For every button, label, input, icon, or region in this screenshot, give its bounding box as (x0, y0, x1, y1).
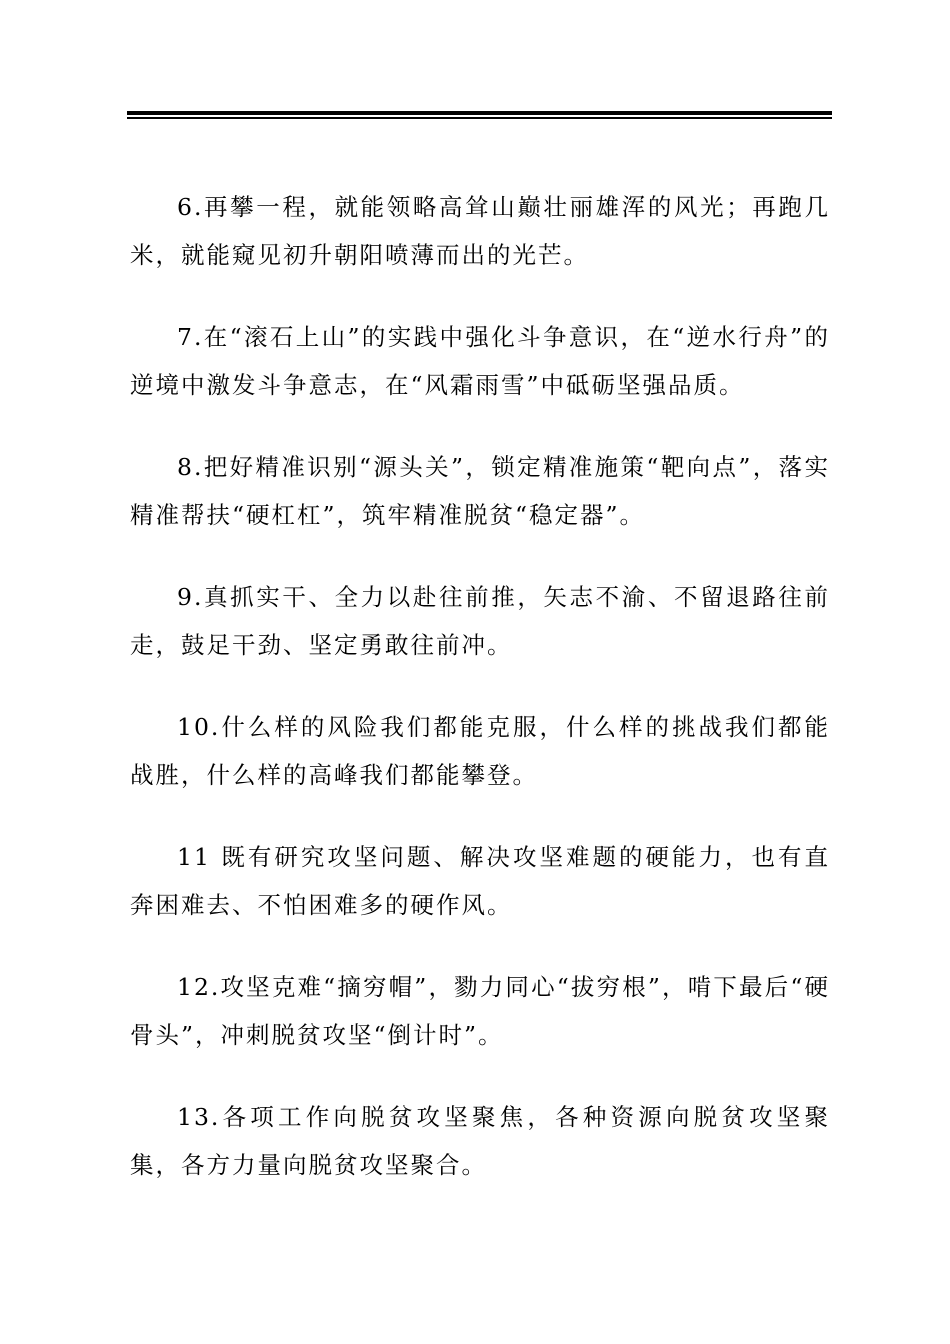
paragraph-8: 8.把好精准识别“源头关”，锁定精准施策“靶向点”，落实精准帮扶“硬杠杠”，筑牢精准脱贫“稳定器”。 (130, 453, 830, 529)
paragraph-13: 13.各项工作向脱贫攻坚聚焦，各种资源向脱贫攻坚聚集，各方力量向脱贫攻坚聚合。 (130, 1103, 830, 1179)
header-rule-thin (127, 117, 832, 119)
document-body (130, 183, 830, 1223)
header-rule-thick (127, 111, 832, 115)
paragraph-12: 12.攻坚克难“摘穷帽”，勠力同心“拔穷根”，啃下最后“硬骨头”，冲刺脱贫攻坚“倒计时”。 (130, 973, 830, 1049)
paragraph-10: 10.什么样的风险我们都能克服，什么样的挑战我们都能战胜，什么样的高峰我们都能攀登。 (130, 713, 830, 789)
header-double-rule (127, 111, 832, 120)
paragraph-9: 9.真抓实干、全力以赴往前推，矢志不渝、不留退路往前走，鼓足干劲、坚定勇敢往前冲。 (130, 583, 830, 659)
paragraph-7: 7.在“滚石上山”的实践中强化斗争意识，在“逆水行舟”的逆境中激发斗争意志，在“风霜雨雪”中砥砺坚强品质。 (130, 323, 830, 399)
paragraph-6: 6.再攀一程，就能领略高耸山巅壮丽雄浑的风光；再跑几米，就能窥见初升朝阳喷薄而出的光芒。 (130, 193, 830, 269)
paragraph-11: 11 既有研究攻坚问题、解决攻坚难题的硬能力，也有直奔困难去、不怕困难多的硬作风。 (130, 843, 830, 919)
